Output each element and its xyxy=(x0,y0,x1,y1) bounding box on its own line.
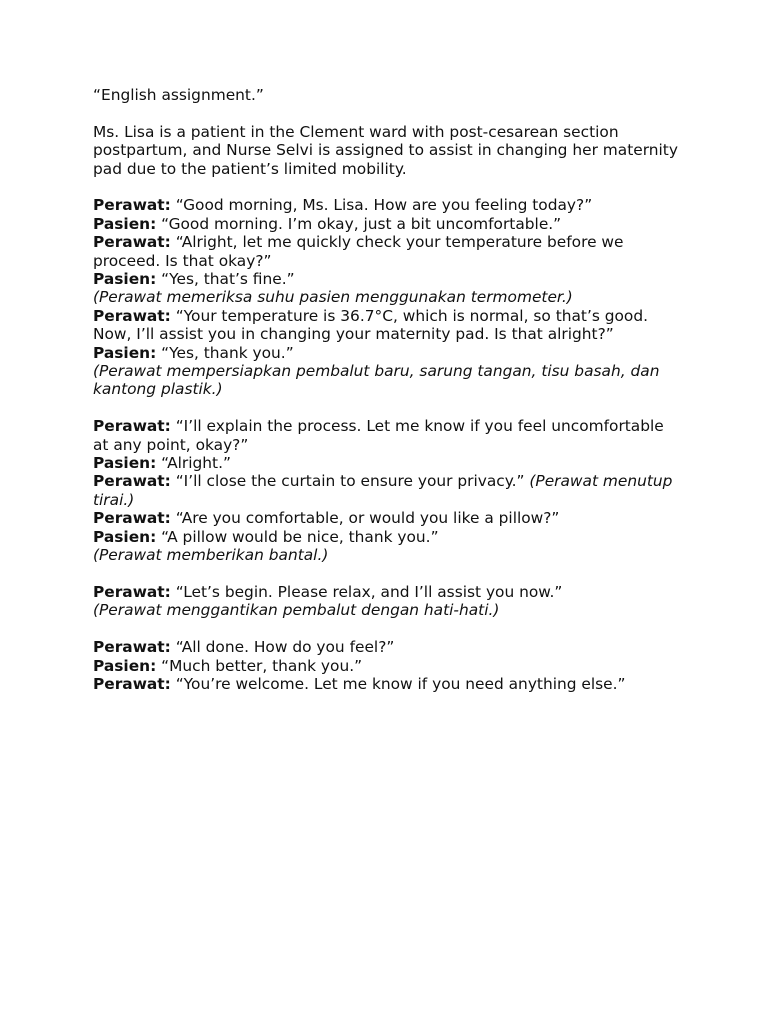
stage-direction xyxy=(93,288,683,306)
stage-direction xyxy=(93,362,683,399)
dialogue-line xyxy=(93,270,683,288)
dialogue-text: “Good morning, Ms. Lisa. How are you feeling today?” xyxy=(170,196,593,215)
dialogue-text: “Yes, thank you.” xyxy=(156,343,294,362)
stage-direction xyxy=(93,546,683,564)
speaker-label: Perawat: xyxy=(93,674,171,693)
speaker-label: Pasien: xyxy=(93,343,157,362)
dialogue-text: “Alright.” xyxy=(156,454,231,473)
stage-direction-text: (Perawat memberikan bantal.) xyxy=(93,546,329,565)
speaker-label: Pasien: xyxy=(93,214,157,233)
document-page xyxy=(93,86,683,693)
dialogue xyxy=(93,196,683,693)
dialogue-line xyxy=(93,638,683,656)
dialogue-text: “Let’s begin. Please relax, and I’ll assist you now.” xyxy=(170,582,563,601)
speaker-label: Perawat: xyxy=(93,233,171,252)
stage-direction-text: (Perawat mempersiapkan pembalut baru, sarung tangan, tisu basah, dan kantong plastik.) xyxy=(93,362,660,399)
dialogue-text: “Your temperature is 36.7°C, which is normal, so that’s good. Now, I’ll assist you in changing your maternity pad. Is that alright?” xyxy=(93,306,649,344)
paragraph-gap xyxy=(93,620,683,638)
dialogue-line xyxy=(93,583,683,601)
speaker-label: Perawat: xyxy=(93,638,171,657)
dialogue-line xyxy=(93,528,683,546)
paragraph-gap xyxy=(93,399,683,417)
dialogue-text: “I’ll close the curtain to ensure your privacy.” xyxy=(170,472,530,491)
speaker-label: Pasien: xyxy=(93,270,157,289)
speaker-label: Pasien: xyxy=(93,656,157,675)
speaker-label: Perawat: xyxy=(93,472,171,491)
dialogue-line xyxy=(93,417,683,454)
dialogue-line xyxy=(93,675,683,693)
speaker-label: Perawat: xyxy=(93,582,171,601)
dialogue-line xyxy=(93,215,683,233)
stage-direction-text: (Perawat menggantikan pembalut dengan hati-hati.) xyxy=(93,601,500,620)
paragraph-gap xyxy=(93,565,683,583)
dialogue-line xyxy=(93,196,683,214)
dialogue-text: “A pillow would be nice, thank you.” xyxy=(156,527,439,546)
dialogue-line xyxy=(93,233,683,270)
stage-direction-text: (Perawat memeriksa suhu pasien menggunakan termometer.) xyxy=(93,288,573,307)
dialogue-text: “I’ll explain the process. Let me know if you feel uncomfortable at any point, okay?” xyxy=(93,417,664,454)
document-title: “English assignment.” xyxy=(93,86,264,104)
speaker-label: Pasien: xyxy=(93,527,157,546)
dialogue-line xyxy=(93,509,683,527)
stage-direction xyxy=(93,601,683,619)
speaker-label: Perawat: xyxy=(93,509,171,528)
dialogue-text: “Yes, that’s fine.” xyxy=(156,270,295,289)
paragraph-gap xyxy=(93,178,683,196)
stage-direction-text: (Perawat menutup tirai.) xyxy=(93,472,673,509)
speaker-label: Pasien: xyxy=(93,454,157,473)
speaker-label: Perawat: xyxy=(93,196,171,215)
intro-paragraph: Ms. Lisa is a patient in the Clement ward with post-cesarean section postpartum, and Nurse Selvi is assigned to assist in changing her maternity pad due to the patient’s limited mobility. xyxy=(93,122,678,178)
dialogue-text: “All done. How do you feel?” xyxy=(170,638,395,657)
dialogue-text: “You’re welcome. Let me know if you need anything else.” xyxy=(170,674,626,693)
dialogue-text: “Good morning. I’m okay, just a bit uncomfortable.” xyxy=(156,214,562,233)
dialogue-text: “Are you comfortable, or would you like a pillow?” xyxy=(170,509,560,528)
dialogue-line xyxy=(93,307,683,344)
dialogue-line xyxy=(93,472,683,509)
speaker-label: Perawat: xyxy=(93,417,171,436)
dialogue-text: “Much better, thank you.” xyxy=(156,656,363,675)
dialogue-line xyxy=(93,344,683,362)
dialogue-line xyxy=(93,454,683,472)
dialogue-text: “Alright, let me quickly check your temperature before we proceed. Is that okay?” xyxy=(93,233,624,270)
speaker-label: Perawat: xyxy=(93,306,171,325)
dialogue-line xyxy=(93,657,683,675)
paragraph-gap xyxy=(93,104,683,122)
